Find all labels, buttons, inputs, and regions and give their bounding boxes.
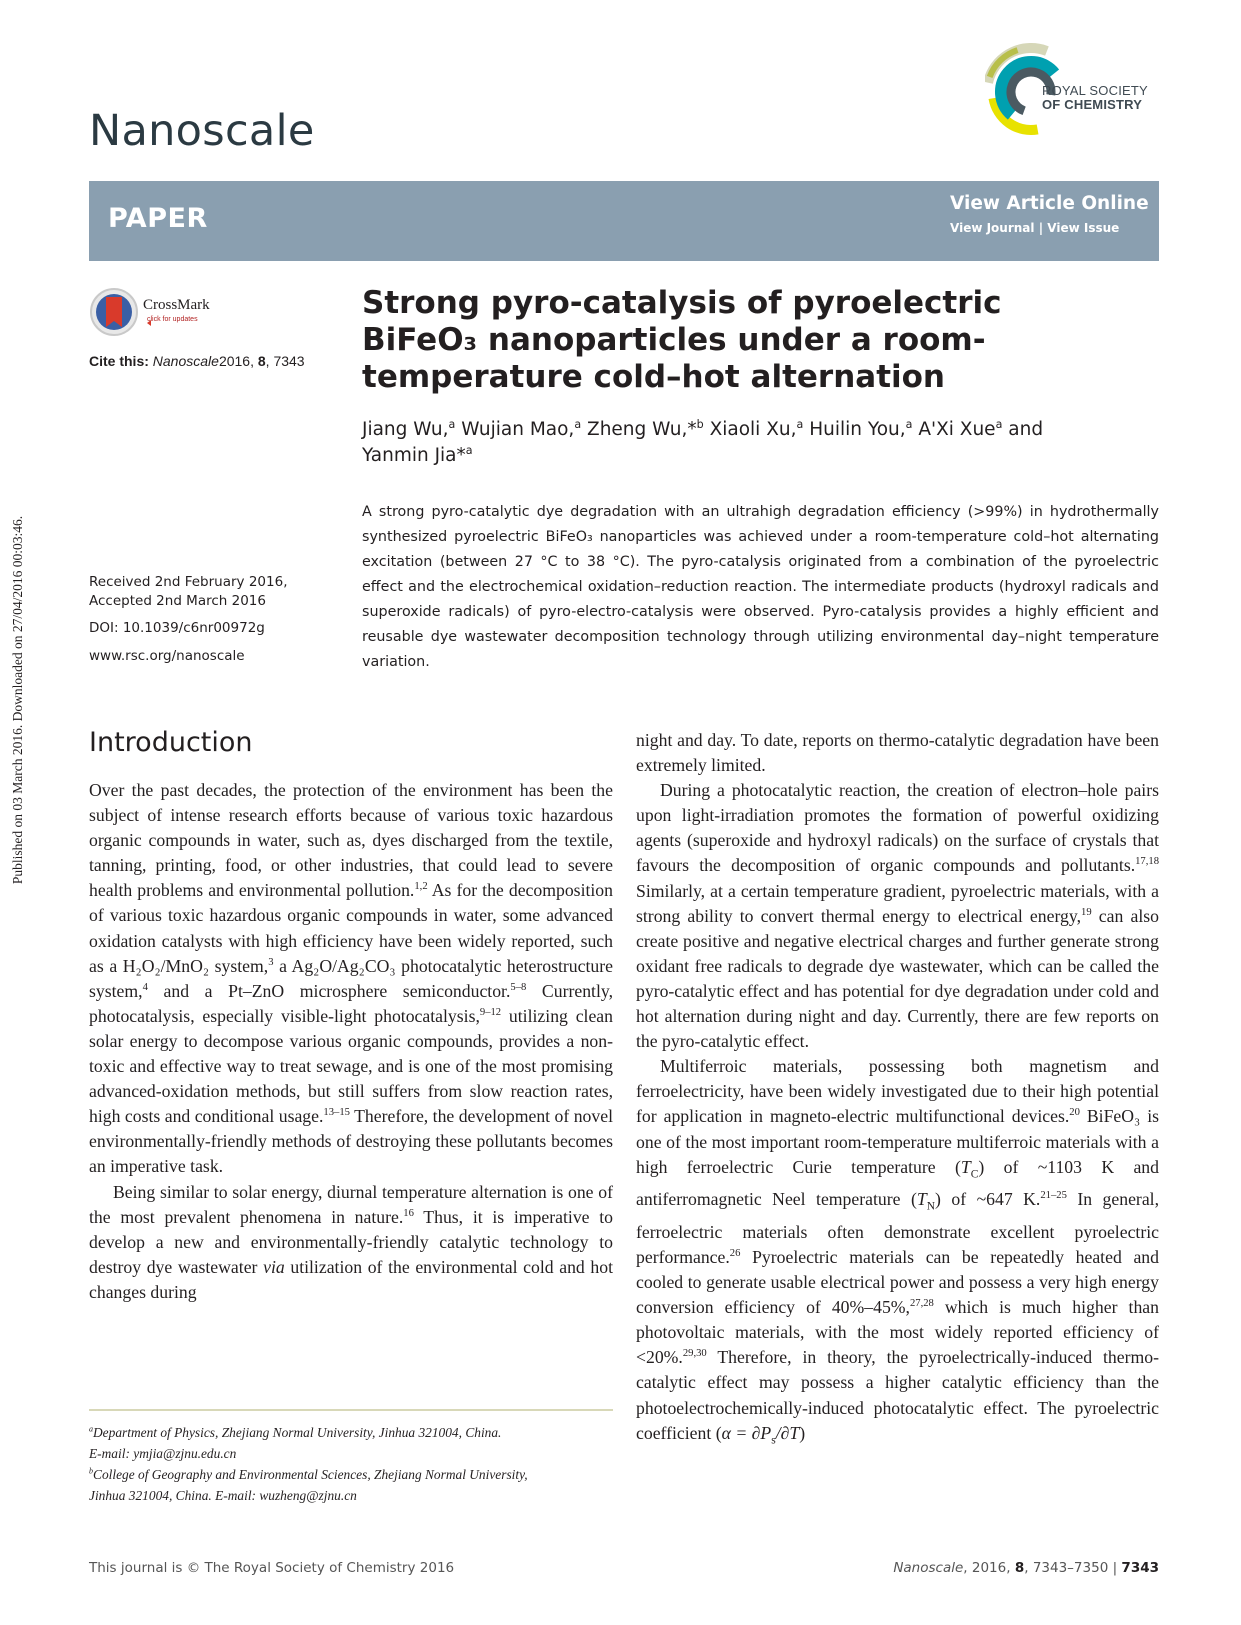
download-stamp (0, 0, 36, 1625)
author: Zheng Wu,*$^b$ (587, 417, 704, 440)
doi[interactable]: DOI: 10.1039/c6nr00972g (89, 620, 265, 636)
article-title: Strong pyro-catalysis of pyroelectric BiFeO₃ nanoparticles under a room-temperature cold–hot alternation (362, 285, 1002, 395)
view-links-separator: | (1038, 221, 1044, 235)
author-conjunction: and (1008, 419, 1044, 440)
page-number: 7343 (1121, 1560, 1159, 1576)
footer-page-info: Nanoscale, 2016, 8, 7343–7350 | 7343 (893, 1560, 1159, 1576)
view-article-online-link[interactable]: View Article Online (950, 193, 1149, 214)
paragraph: Multiferroic materials, possessing both magnetism and ferroelectricity, have been widely investigated due to their high potential for application in magneto-electric multifunctional devices.$^{20}$ BiFeO₃ is one of the most important room-temperature multiferroic materials with a high ferroelectric Curie temperature $(T_C)$ of ~1103 K and antiferromagnetic Neel temperature $(T_N)$ of ~647 K.$^{21-25}$ In general, ferroelectric materials often demonstrate excellent pyroelectric performance.$^{26}$ Pyroelectric materials can be repeatedly heated and cooled to generate usable electrical power and possess a very high energy conversion efficiency of 40%–45%,$^{27,28}$ which is much higher than photovoltaic materials, with the most widely reported efficiency of <20%.$^{29,30}$ Therefore, in theory, the pyroelectrically-induced thermo-catalytic effect may possess a higher catalytic efficiency than the photoelectrochemically-induced photocatalytic effect. The pyroelectric coefficient $(\alpha = \partial P_s/\partial T)$ (636, 1056, 1160, 1447)
cite-volume: 8 (257, 353, 266, 369)
footnote-affiliation-a: $^a$Department of Physics, Zhejiang Normal University, Jinhua 321004, China. E-mail: ymjia@zjnu.edu.cn (89, 1424, 502, 1461)
crossmark-sublabel: click for updates (147, 316, 198, 323)
cite-journal: Nanoscale (152, 353, 219, 369)
crossmark-label[interactable]: CrossMark (143, 297, 210, 313)
paragraph: During a photocatalytic reaction, the creation of electron–hole pairs upon light-irradiation promotes the formation of powerful oxidizing agents (superoxide and hydroxyl radicals) on the surface of crystals that favours the decomposition of organic compounds and pollutants.$^{17,18}$ Similarly, at a certain temperature gradient, pyroelectric materials, with a strong ability to convert thermal energy to electrical energy,$^{19}$ can also create positive and negative electrical charges and further generate strong oxidant free radicals to degrade dye wastewater, which can be called the pyro-catalytic effect and has potential for dye degradation under cold and hot alternation during night and day. Currently, there are few reports on the pyro-catalytic effect. (636, 780, 1159, 1052)
cite-page: 7343 (273, 353, 305, 369)
article-type-label: PAPER (108, 203, 208, 234)
cite-year: 2016, (218, 353, 254, 369)
publisher-name (1042, 84, 1148, 112)
view-issue-link[interactable]: View Issue (1047, 221, 1120, 235)
footnote-email[interactable]: Jinhua 321004, China. E-mail: wuzheng@zjnu.cn (89, 1488, 357, 1503)
body-column-left (89, 778, 613, 1305)
accepted-date: Accepted 2nd March 2016 (89, 593, 266, 609)
footer-copyright: This journal is © The Royal Society of Chemistry 2016 (89, 1560, 455, 1576)
journal-name[interactable]: Nanoscale (89, 106, 315, 156)
author: Yanmin Jia*$^a$ (362, 443, 473, 466)
author: A'Xi Xue$^a$ (918, 417, 1003, 440)
footnote-email[interactable]: E-mail: ymjia@zjnu.edu.cn (89, 1446, 237, 1461)
author: Xiaoli Xu,$^a$ (709, 417, 804, 440)
author: Wujian Mao,$^a$ (461, 417, 582, 440)
body-column-right (636, 728, 1159, 1453)
view-journal-link[interactable]: View Journal (950, 221, 1035, 235)
footnote-divider (89, 1409, 613, 1411)
author: Huilin You,$^a$ (809, 417, 913, 440)
received-date: Received 2nd February 2016, (89, 574, 288, 590)
paragraph: Over the past decades, the protection of the environment has been the subject of intense research efforts because of various toxic hazardous organic compounds in water, such as, dyes discharged from the textile, tanning, printing, food, or other industries, that could lead to severe health problems and environmental pollution.$^{1,2}$ As for the decomposition of various toxic hazardous organic compounds in water, some advanced oxidation catalysts with high efficiency have been widely reported, such as a H₂O₂/MnO₂ system,$^3$ a Ag₂O/Ag₂CO₃ photocatalytic heterostructure system,$^4$ and a Pt–ZnO microsphere semiconductor.$^{5-8}$ Currently, photocatalysis, especially visible-light photocatalysis,$^{9-12}$ utilizing clean solar energy to decompose various organic compounds, provides a non-toxic and effective way to treat sewage, and is one of the most promising advanced-oxidation methods, but still suffers from slow reaction rates, high costs and conditional usage.$^{13-15}$ Therefore, the development of novel environmentally-friendly methods of destroying these pollutants becomes an imperative task. (89, 780, 614, 1177)
paragraph: Being similar to solar energy, diurnal temperature alternation is one of the most prevalent phenomena in nature.$^{16}$ Thus, it is imperative to develop a new and environmentally-friendly catalytic technology to destroy dye wastewater via utilization of the environmental cold and hot changes during (89, 1181, 613, 1302)
download-stamp-text: Published on 03 March 2016. Downloaded on 27/04/2016 00:03:46. (10, 515, 25, 885)
footnote-affiliation-b: $^b$College of Geography and Environmental Sciences, Zhejiang Normal University, Jinhua 321004, China. E-mail: wuzheng@zjnu.cn (89, 1466, 528, 1503)
publisher-line2: OF CHEMISTRY (1042, 97, 1143, 112)
author: Jiang Wu,$^a$ (362, 417, 456, 440)
publisher-line1: ROYAL SOCIETY (1042, 83, 1148, 98)
citation: Cite this: Nanoscale2016, 8, 7343 (89, 353, 305, 369)
journal-url-link[interactable]: www.rsc.org/nanoscale (89, 648, 245, 664)
cite-prefix: Cite this: (89, 353, 149, 369)
author-list (362, 417, 1152, 469)
abstract: A strong pyro-catalytic dye degradation with an ultrahigh degradation efficiency (>99%) in hydrothermally synthesized pyroelectric BiFeO₃ nanoparticles was achieved under a room-temperature cold–hot alternating excitation (between 27 °C to 38 °C). The pyro-catalysis originated from a combination of the pyroelectric effect and the electrochemical oxidation–reduction reaction. The intermediate products (hydroxyl radicals and superoxide radicals) of pyro-electro-catalysis were observed. Pyro-catalysis provides a highly efficient and reusable dye wastewater decomposition technology through utilizing environmental day–night temperature variation. (362, 504, 1159, 670)
paragraph-continued: night and day. To date, reports on thermo-catalytic degradation have been extremely limited. (636, 730, 1159, 776)
view-links (950, 221, 1119, 235)
section-heading-introduction: Introduction (89, 727, 253, 758)
